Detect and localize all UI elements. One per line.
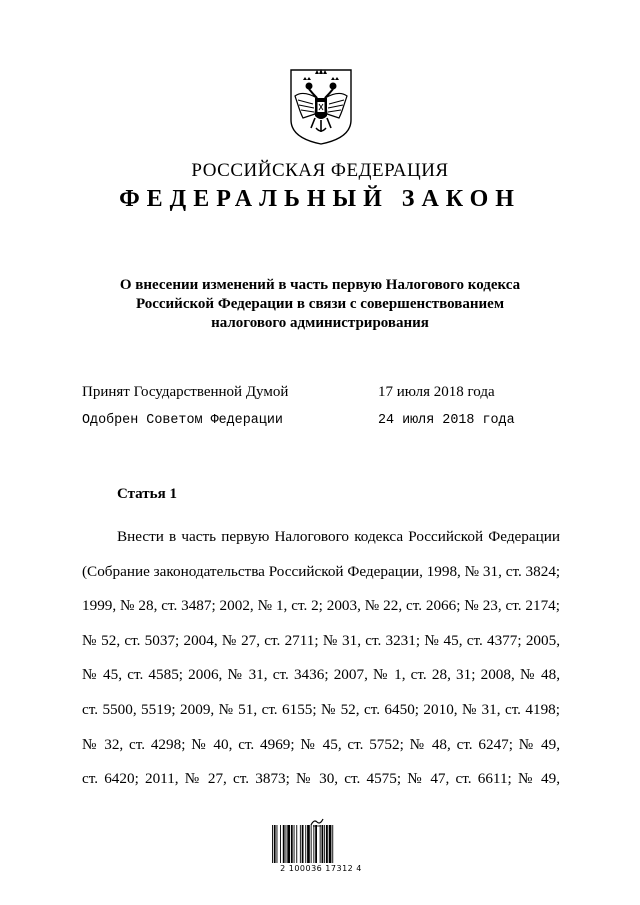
body-line: № 32, ст. 4298; № 40, ст. 4969; № 45, ст. 5752; № 48, ст. 6247; № 49, <box>82 735 560 753</box>
coat-of-arms-icon <box>289 68 353 146</box>
body-line: Внести в часть первую Налогового кодекса Российской Федерации <box>117 528 560 545</box>
adoption-row-council <box>82 413 522 433</box>
adoption-row-duma <box>82 384 522 404</box>
adoption-date: 24 июля 2018 года <box>378 413 515 428</box>
body-line: № 45, ст. 4585; 2006, № 31, ст. 3436; 2007, № 1, ст. 28, 31; 2008, № 48, <box>82 666 560 684</box>
body-line: № 52, ст. 5037; 2004, № 27, ст. 2711; № 31, ст. 3231; № 45, ст. 4377; 2005, <box>82 631 560 649</box>
body-line: 1999, № 28, ст. 3487; 2002, № 1, ст. 2; 2003, № 22, ст. 2066; № 23, ст. 2174; <box>82 597 560 615</box>
article-heading: Статья 1 <box>117 486 177 502</box>
body-line: ст. 6420; 2011, № 27, ст. 3873; № 30, ст. 4575; № 47, ст. 6611; № 49, <box>82 770 560 788</box>
law-title-line: О внесении изменений в часть первую Налогового кодекса <box>119 277 521 293</box>
barcode-icon <box>272 825 358 863</box>
document-barcode <box>266 814 376 884</box>
country-name: РОССИЙСКАЯ ФЕДЕРАЦИЯ <box>191 160 449 181</box>
body-line: ст. 5500, 5519; 2009, № 51, ст. 6155; № 52, ст. 6450; 2010, № 31, ст. 4198; <box>82 700 560 718</box>
barcode-number: 2 100036 17312 4 <box>280 864 362 873</box>
stamp-mark-icon <box>310 814 324 824</box>
law-title-line: Российской Федерации в связи с совершенствованием <box>135 296 505 312</box>
adoption-label: Одобрен Советом Федерации <box>82 413 283 428</box>
adoption-label: Принят Государственной Думой <box>82 384 289 400</box>
law-title-line: налогового администрирования <box>211 315 429 331</box>
law-title <box>100 276 540 333</box>
law-type-heading: ФЕДЕРАЛЬНЫЙ ЗАКОН <box>119 186 521 212</box>
body-line: (Собрание законодательства Российской Федерации, 1998, № 31, ст. 3824; <box>82 562 561 580</box>
adoption-date: 17 июля 2018 года <box>378 384 495 400</box>
article-body <box>82 520 560 797</box>
